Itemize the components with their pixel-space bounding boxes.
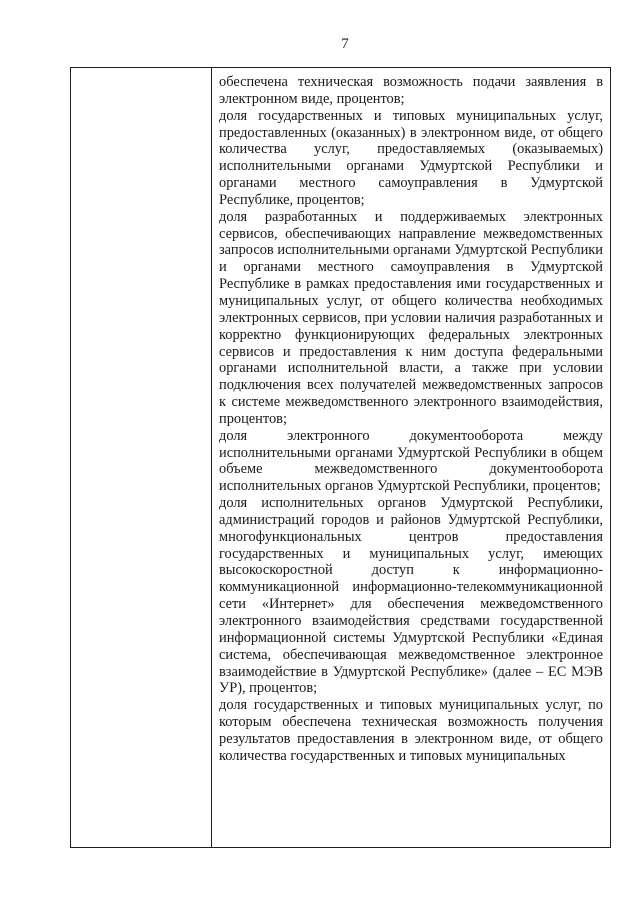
page-number: 7 <box>341 36 349 52</box>
table-paragraph: доля электронного документооборота между исполнительными органами Удмуртской Республики в общем объеме межведомственного документооборота исполнительных органов Удмуртской Республики, процентов; <box>219 427 603 495</box>
table-right-cell <box>212 68 610 847</box>
table-paragraph: доля исполнительных органов Удмуртской Республики, администраций городов и районов Удмуртской Республики, многофункциональных центров предоставления государственных и муниципальных услуг, имеющих высокоскоростной доступ к информационно-коммуникационной информационно-телекоммуникационной сети «Интернет» для обеспечения межведомственного электронного взаимодействия средствами государственной информационной системы Удмуртской Республики «Единая система, обеспечивающая межведомственное электронное взаимодействие в Удмуртской Республике» (далее – ЕС МЭВ УР), процентов; <box>219 495 603 697</box>
table-left-cell <box>71 68 212 847</box>
document-table <box>70 67 611 848</box>
table-paragraph: доля государственных и типовых муниципальных услуг, по которым обеспечена техническая возможность получения результатов предоставления в электронном виде, от общего количества государственных и типовых муниципальных <box>219 697 603 764</box>
table-paragraph: обеспечена техническая возможность подачи заявления в электронном виде, процентов; <box>219 74 603 107</box>
table-paragraph: доля государственных и типовых муниципальных услуг, предоставленных (оказанных) в электронном виде, от общего количества услуг, предоставляемых (оказываемых) исполнительными органами Удмуртской Республики и органами местного самоуправления в Удмуртской Республике, процентов; <box>219 107 603 208</box>
table-paragraph: доля разработанных и поддерживаемых электронных сервисов, обеспечивающих направление межведомственных запросов исполнительными органами Удмуртской Республики и органами местного самоуправления в Удмуртской Республике в рамках предоставления ими государственных и муниципальных услуг, от общего количества необходимых электронных сервисов, при условии наличия разработанных и корректно функционирующих федеральных электронных сервисов и предоставления к ним доступа федеральными органами исполнительной власти, а также при условии подключения всех получателей межведомственных запросов к системе межведомственного электронного взаимодействия, процентов; <box>219 208 603 427</box>
